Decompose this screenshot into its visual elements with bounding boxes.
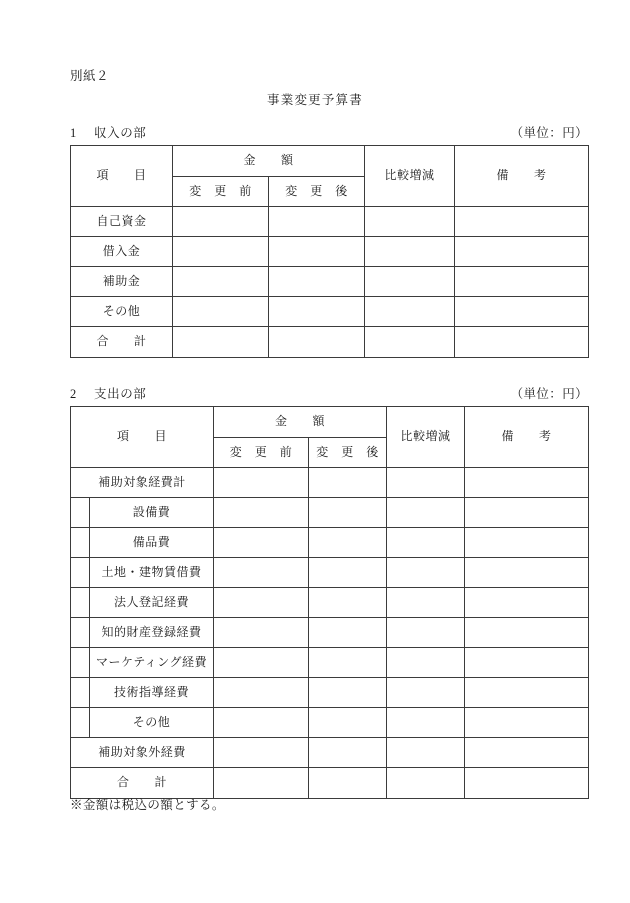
income-table xyxy=(70,145,589,358)
income-cell-before[interactable] xyxy=(173,207,269,237)
expense-cell-after[interactable] xyxy=(309,528,387,558)
expense-table-body xyxy=(71,468,589,799)
expense-cell-difference[interactable] xyxy=(387,588,465,618)
expense-row-label-sub: マーケティング経費 xyxy=(89,648,213,677)
expense-cell-before[interactable] xyxy=(214,498,309,528)
expense-cell-before[interactable] xyxy=(214,648,309,678)
expense-cell-remarks[interactable] xyxy=(465,708,589,738)
expense-cell-after[interactable] xyxy=(309,768,387,799)
expense-row-label-cell xyxy=(71,678,214,708)
expense-cell-difference[interactable] xyxy=(387,618,465,648)
income-cell-remarks[interactable] xyxy=(455,237,589,267)
expense-cell-before[interactable] xyxy=(214,528,309,558)
expense-row-label: 補助対象経費計 xyxy=(71,468,214,498)
expense-row-label-cell xyxy=(71,618,214,648)
expense-cell-remarks[interactable] xyxy=(465,648,589,678)
expense-cell-difference[interactable] xyxy=(387,678,465,708)
income-header-row-1 xyxy=(71,146,589,177)
income-cell-after[interactable] xyxy=(269,267,365,297)
expense-row-label-cell xyxy=(71,648,214,678)
expense-header-amount: 金 額 xyxy=(214,407,387,438)
expense-header-row-1 xyxy=(71,407,589,438)
expense-cell-remarks[interactable] xyxy=(465,618,589,648)
expense-row-label-cell xyxy=(71,708,214,738)
expense-cell-difference[interactable] xyxy=(387,768,465,799)
document-reference-label: 別紙２ xyxy=(70,69,110,83)
section-number-income: 1 xyxy=(70,126,77,140)
expense-row-label-sub: 設備費 xyxy=(89,498,213,527)
expense-cell-after[interactable] xyxy=(309,708,387,738)
income-cell-difference[interactable] xyxy=(365,237,455,267)
table-row xyxy=(71,738,589,768)
expense-row-label-sub: 技術指導経費 xyxy=(89,678,213,707)
expense-cell-difference[interactable] xyxy=(387,558,465,588)
income-cell-after[interactable] xyxy=(269,297,365,327)
income-cell-difference[interactable] xyxy=(365,207,455,237)
section-label-income: 収入の部 xyxy=(94,126,147,140)
income-cell-after[interactable] xyxy=(269,327,365,358)
income-table-body xyxy=(71,207,589,358)
expense-cell-after[interactable] xyxy=(309,588,387,618)
expense-row-label-cell xyxy=(71,528,214,558)
expense-row-label-cell xyxy=(71,558,214,588)
table-row xyxy=(71,237,589,267)
expense-cell-after[interactable] xyxy=(309,618,387,648)
table-row xyxy=(71,468,589,498)
table-row xyxy=(71,207,589,237)
expense-cell-difference[interactable] xyxy=(387,468,465,498)
expense-cell-after[interactable] xyxy=(309,678,387,708)
expense-row-label-cell xyxy=(71,498,214,528)
expense-cell-after[interactable] xyxy=(309,648,387,678)
section-caption-expense xyxy=(70,384,146,402)
expense-header-difference: 比較増減 xyxy=(387,407,465,468)
section-label-expense: 支出の部 xyxy=(94,387,147,401)
expense-cell-after[interactable] xyxy=(309,558,387,588)
table-row xyxy=(71,678,589,708)
table-row xyxy=(71,588,589,618)
income-cell-after[interactable] xyxy=(269,207,365,237)
table-row xyxy=(71,558,589,588)
footnote-tax-inclusive: ※金額は税込の額とする。 xyxy=(70,798,225,812)
income-cell-before[interactable] xyxy=(173,297,269,327)
section-number-expense: 2 xyxy=(70,387,77,401)
income-header-item: 項 目 xyxy=(71,146,173,207)
income-cell-before[interactable] xyxy=(173,267,269,297)
table-row xyxy=(71,267,589,297)
expense-cell-before[interactable] xyxy=(214,558,309,588)
income-row-label-total: 合 計 xyxy=(71,327,173,358)
income-row-label: その他 xyxy=(71,297,173,327)
expense-cell-after[interactable] xyxy=(309,498,387,528)
expense-cell-before[interactable] xyxy=(214,468,309,498)
income-header-amount: 金 額 xyxy=(173,146,365,177)
income-row-label: 自己資金 xyxy=(71,207,173,237)
expense-cell-remarks[interactable] xyxy=(465,498,589,528)
income-header-remarks: 備 考 xyxy=(455,146,589,207)
expense-cell-before[interactable] xyxy=(214,678,309,708)
expense-cell-remarks[interactable] xyxy=(465,528,589,558)
income-header-before: 変 更 前 xyxy=(173,177,269,207)
table-row xyxy=(71,327,589,358)
table-row xyxy=(71,708,589,738)
page-title: 事業変更予算書 xyxy=(267,93,363,107)
income-cell-remarks[interactable] xyxy=(455,327,589,358)
expense-cell-after[interactable] xyxy=(309,468,387,498)
expense-cell-difference[interactable] xyxy=(387,648,465,678)
income-cell-remarks[interactable] xyxy=(455,207,589,237)
expense-row-label: 補助対象外経費 xyxy=(71,738,214,768)
table-row xyxy=(71,528,589,558)
income-cell-difference[interactable] xyxy=(365,297,455,327)
income-cell-before[interactable] xyxy=(173,237,269,267)
expense-row-label-cell xyxy=(71,588,214,618)
expense-cell-before[interactable] xyxy=(214,588,309,618)
expense-header-item: 項 目 xyxy=(71,407,214,468)
table-row xyxy=(71,768,589,799)
unit-note-income: （単位：円） xyxy=(510,126,588,140)
expense-table xyxy=(70,406,589,799)
income-row-label: 補助金 xyxy=(71,267,173,297)
expense-cell-before[interactable] xyxy=(214,618,309,648)
expense-cell-remarks[interactable] xyxy=(465,678,589,708)
table-row xyxy=(71,297,589,327)
income-cell-after[interactable] xyxy=(269,237,365,267)
income-header-difference: 比較増減 xyxy=(365,146,455,207)
expense-cell-remarks[interactable] xyxy=(465,468,589,498)
expense-cell-difference[interactable] xyxy=(387,528,465,558)
expense-row-label-total: 合 計 xyxy=(71,768,214,799)
expense-cell-difference[interactable] xyxy=(387,708,465,738)
expense-cell-remarks[interactable] xyxy=(465,558,589,588)
expense-row-label-sub: 法人登記経費 xyxy=(89,588,213,617)
expense-cell-difference[interactable] xyxy=(387,738,465,768)
table-row xyxy=(71,498,589,528)
expense-row-label-sub: 知的財産登録経費 xyxy=(89,618,213,647)
table-row xyxy=(71,648,589,678)
expense-cell-remarks[interactable] xyxy=(465,768,589,799)
expense-cell-remarks[interactable] xyxy=(465,738,589,768)
income-cell-remarks[interactable] xyxy=(455,297,589,327)
expense-cell-before[interactable] xyxy=(214,738,309,768)
expense-cell-difference[interactable] xyxy=(387,498,465,528)
unit-note-expense: （単位：円） xyxy=(510,387,588,401)
income-cell-remarks[interactable] xyxy=(455,267,589,297)
expense-header-before: 変 更 前 xyxy=(214,438,309,468)
expense-row-label-sub: 備品費 xyxy=(89,528,213,557)
income-row-label: 借入金 xyxy=(71,237,173,267)
income-cell-difference[interactable] xyxy=(365,327,455,358)
section-caption-income xyxy=(70,123,146,141)
expense-cell-after[interactable] xyxy=(309,738,387,768)
income-cell-difference[interactable] xyxy=(365,267,455,297)
expense-cell-remarks[interactable] xyxy=(465,588,589,618)
expense-row-label-sub: その他 xyxy=(89,708,213,737)
income-header-after: 変 更 後 xyxy=(269,177,365,207)
expense-cell-before[interactable] xyxy=(214,708,309,738)
income-cell-before[interactable] xyxy=(173,327,269,358)
expense-cell-before[interactable] xyxy=(214,768,309,799)
table-row xyxy=(71,618,589,648)
expense-header-after: 変 更 後 xyxy=(309,438,387,468)
expense-row-label-sub: 土地・建物賃借費 xyxy=(89,558,213,587)
expense-header-remarks: 備 考 xyxy=(465,407,589,468)
